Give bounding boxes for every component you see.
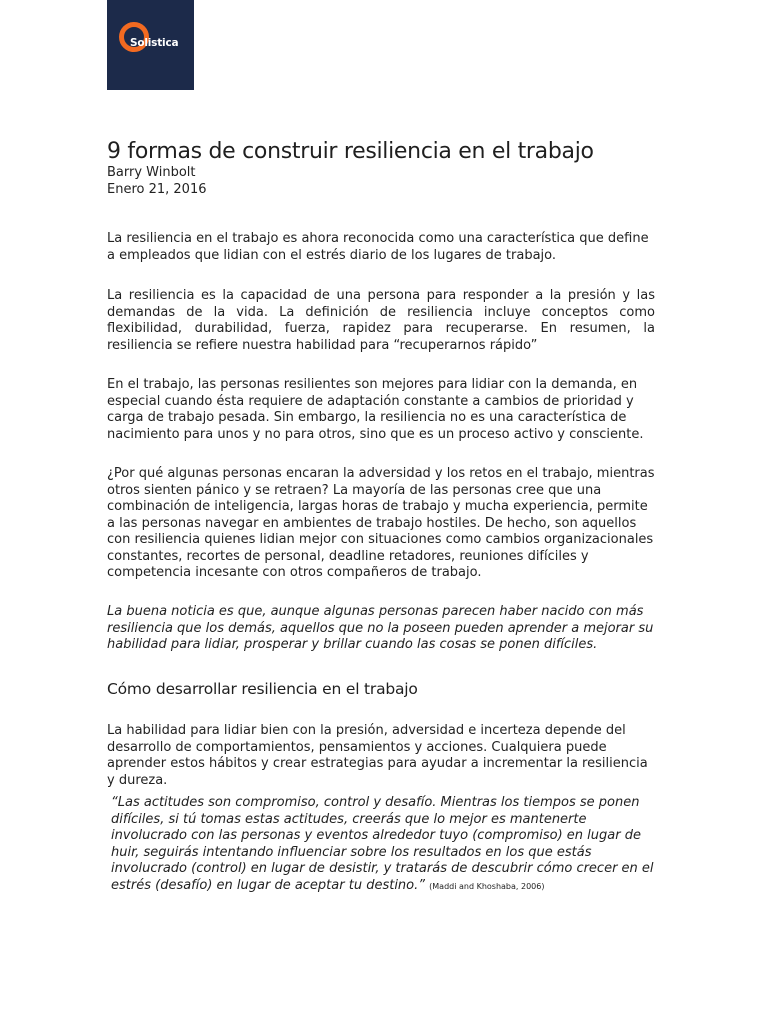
article-author: Barry Winbolt [107, 165, 196, 180]
paragraph-5: La buena noticia es que, aunque algunas personas parecen haber nacido con más resiliencia que los demás, aquellos que no la poseen pueden aprender a mejorar su habilidad para lidiar, prosperar y brillar cuando las cosas se ponen difíciles. [107, 604, 654, 652]
paragraph-1: La resiliencia en el trabajo es ahora reconocida como una característica que define a empleados que lidian con el estrés diario de los lugares de trabajo. [107, 231, 649, 263]
quote-citation: (Maddi and Khoshaba, 2006) [429, 881, 545, 891]
article-date: Enero 21, 2016 [107, 182, 207, 197]
paragraph-2: La resiliencia es la capacidad de una persona para responder a la presión y las demandas de la vida. La definición de resiliencia incluye conceptos como flexibilidad, durabilidad, fuerza, rapidez para recuperarse. En resumen, la resiliencia se refiere nuestra habilidad para “recuperarnos rápido” [107, 288, 655, 353]
quote-text: “Las actitudes son compromiso, control y desafío. Mientras los tiempos se ponen difíciles, si tú tomas estas actitudes, creerás que lo mejor es mantenerte involucrado con las personas y eventos alrededor tuyo (compromiso) en lugar de huir, seguirás intentando influenciar sobre los resultados en los que estás involucrado (control) en lugar de desistir, y tratarás de descubrir cómo crecer en el estrés (desafío) en lugar de aceptar tu destino.” [111, 795, 654, 893]
paragraph-4: ¿Por qué algunas personas encaran la adversidad y los retos en el trabajo, mientras otros sienten pánico y se retraen? La mayoría de las personas cree que una combinación de inteligencia, largas horas de trabajo y mucha experiencia, permite a las personas navegar en ambientes de trabajo hostiles. De hecho, son aquellos con resiliencia quienes lidian mejor con situaciones como cambios organizacionales constantes, recortes de personal, deadline retadores, reuniones difíciles y competencia incesante con otros compañeros de trabajo. [107, 466, 655, 580]
logo-text: Solistica [130, 37, 179, 49]
section-heading: Cómo desarrollar resiliencia en el trabajo [107, 680, 418, 698]
article-title: 9 formas de construir resiliencia en el trabajo [107, 139, 594, 164]
paragraph-6: La habilidad para lidiar bien con la presión, adversidad e incerteza depende del desarrollo de comportamientos, pensamientos y acciones. Cualquiera puede aprender estos hábitos y crear estrategias para ayudar a incrementar la resiliencia y dureza. [107, 723, 648, 788]
company-logo [107, 0, 194, 90]
paragraph-3: En el trabajo, las personas resilientes son mejores para lidiar con la demanda, en especial cuando ésta requiere de adaptación constante a cambios de prioridad y carga de trabajo pesada. Sin embargo, la resiliencia no es una característica de nacimiento para unos y no para otros, sino que es un proceso activo y consciente. [107, 377, 644, 442]
quote [111, 795, 659, 895]
